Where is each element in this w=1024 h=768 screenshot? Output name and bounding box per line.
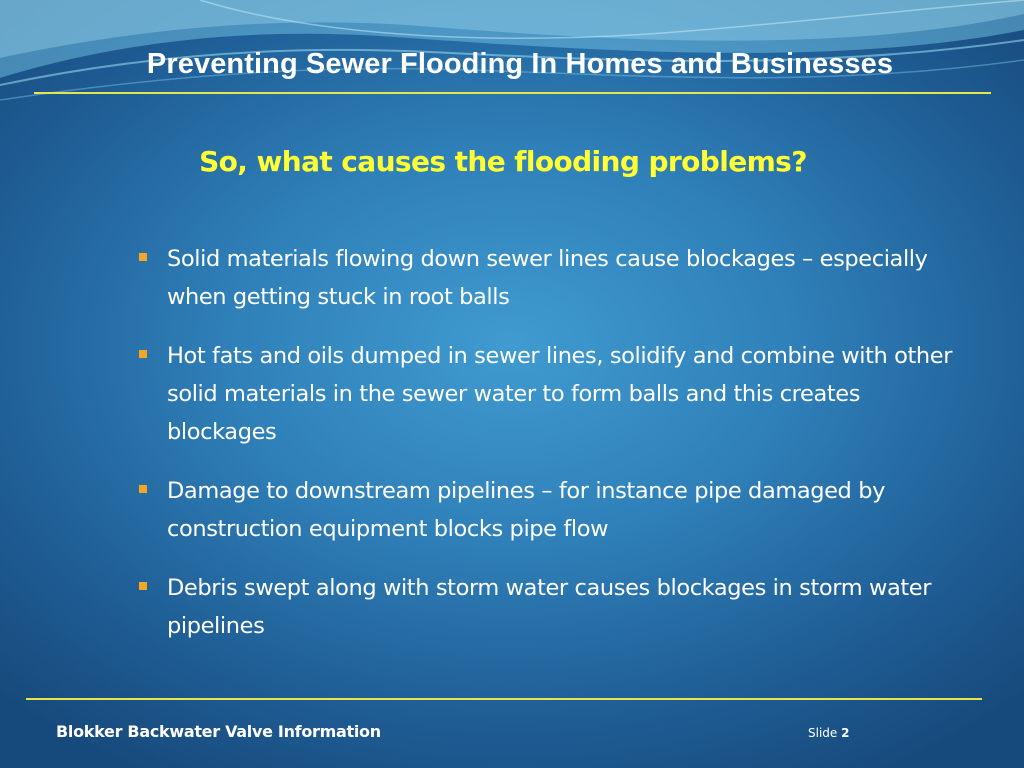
bullet-text: Hot fats and oils dumped in sewer lines, solidify and combine with other solid materials in the sewer water to form balls and this creates blockages xyxy=(167,343,953,445)
bullet-list xyxy=(137,240,967,666)
bullet-item xyxy=(137,337,967,451)
bullet-text: Solid materials flowing down sewer lines cause blockages – especially when getting stuck in root balls xyxy=(167,246,928,310)
bullet-text: Debris swept along with storm water causes blockages in storm water pipelines xyxy=(167,575,932,639)
slide-label: Slide xyxy=(808,726,838,740)
slide-title: Preventing Sewer Flooding In Homes and Businesses xyxy=(146,48,894,80)
bullet-item xyxy=(137,569,967,645)
bullet-text: Damage to downstream pipelines – for instance pipe damaged by construction equipment blocks pipe flow xyxy=(167,478,885,542)
title-underline-divider xyxy=(34,92,991,94)
bullet-item xyxy=(137,472,967,548)
square-bullet-icon xyxy=(139,350,147,358)
footer-presentation-name: Blokker Backwater Valve Information xyxy=(56,722,381,741)
square-bullet-icon xyxy=(139,485,147,493)
footer-divider xyxy=(26,698,982,700)
bullet-item xyxy=(137,240,967,316)
slide-subtitle: So, what causes the flooding problems? xyxy=(199,145,807,178)
square-bullet-icon xyxy=(139,253,147,261)
slide-number: 2 xyxy=(841,726,850,740)
square-bullet-icon xyxy=(139,582,147,590)
slide-number-indicator xyxy=(808,726,849,740)
